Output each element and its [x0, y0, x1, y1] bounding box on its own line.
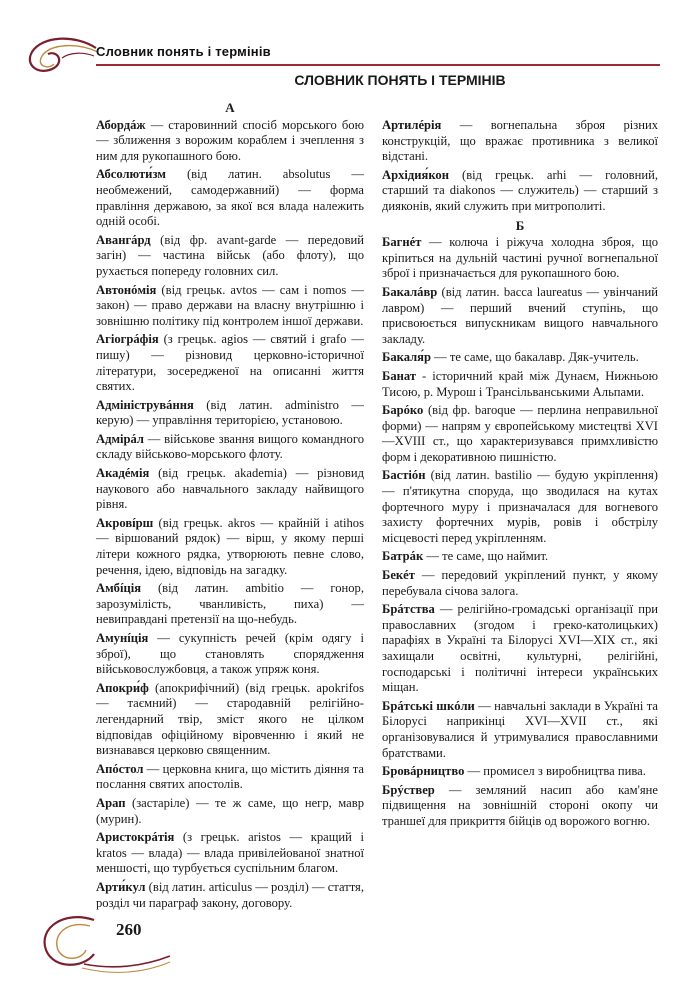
glossary-definition: (від грецьк. avtos — сам і nomos — закон) — право держави на власну внутрішню і зовнішню політику під контролем іншої держави.: [96, 282, 364, 328]
glossary-term: Адмірáл: [96, 431, 144, 446]
glossary-definition: (від грецьк. akademia) — різновид наукового або навчального закладу найвищого рівня.: [96, 466, 364, 512]
glossary-definition: — те саме, що наймит.: [423, 549, 549, 564]
glossary-entry: [382, 285, 658, 347]
glossary-term: Акадéмія: [96, 466, 150, 481]
glossary-definition: — сукупність речей (крім одягу і зброї), що становлять спорядження військовослужбовця, а також упряж коня.: [96, 631, 364, 677]
glossary-definition: (від латин. bacca laureatus — увінчаний лавром) — перший вчений ступінь, що присвоюється випускникам вищого навчального закладу.: [382, 284, 658, 346]
glossary-term: Банат: [382, 368, 417, 383]
header-ornament-icon: [14, 30, 104, 90]
glossary-term: Амунíція: [96, 631, 149, 645]
glossary-entry: [382, 403, 658, 465]
page-title: СЛОВНИК ПОНЯТЬ І ТЕРМІНІВ: [294, 72, 506, 88]
section-letter-b: Б: [515, 217, 525, 233]
glossary-entry: [382, 549, 658, 565]
glossary-definition: (від грецьк. akros — крайній і atihos — віршований рядок) — вірш, у якому перші літери кожного рядка, утворюють певне слово, речення, ідею, відповідь на загадку.: [96, 515, 364, 577]
glossary-term: Автонóмія: [96, 282, 157, 297]
footer-ornament-icon: [24, 900, 174, 980]
glossary-entry: [382, 168, 658, 215]
glossary-term: Барóко: [382, 403, 424, 418]
glossary-term: Бровáрництво: [382, 764, 465, 779]
glossary-entry: [96, 167, 364, 229]
glossary-definition: — військове звання вищого командного складу військово-морського флоту.: [96, 431, 364, 462]
glossary-definition: — промисел з виробництва пива.: [464, 764, 646, 779]
right-top-entry-list: [382, 118, 658, 215]
glossary-definition: (від латин. bastilio — будую укріплення) — п'ятикутна споруда, що зводилася на кутах фортечного муру і призначалася для вогневого захисту фортечних мурів, ровів і обстрілу місцевості перед укріпленням.: [382, 468, 658, 545]
glossary-definition: (від грецьк. arhi — головний, старший та diakonos — служитель) — старший з дияконів, який служить при митрополиті.: [382, 167, 658, 213]
glossary-entry: [96, 118, 364, 165]
glossary-term: Акровíрш: [96, 515, 154, 530]
glossary-definition: — старовинний спосіб морського бою — зближення з ворожим кораблем і зчеплення з ним для рукопашного бою.: [96, 117, 364, 163]
glossary-term: Арап: [96, 795, 126, 810]
glossary-entry: [96, 516, 364, 578]
glossary-entry: [96, 432, 364, 463]
glossary-entry: [382, 602, 658, 696]
glossary-term: Авангáрд: [96, 232, 151, 247]
glossary-definition: (від латин. articulus — розділ) — стаття, розділ чи параграф закону, договору.: [96, 879, 364, 910]
glossary-entry: [382, 764, 658, 780]
glossary-definition: (від фр. baroque — перлина неправильної форми) — напрям у європейському мистецтві XVI—XVIII ст., що характеризувався примхливістю форм і декоративною пишністю.: [382, 403, 658, 464]
glossary-definition: - історичний край між Дунаєм, Нижньою Тисою, р. Мурош і Трансільванськими Альпами.: [382, 368, 658, 399]
glossary-definition: (з грецьк. agios — святий і grafo — пишу) — різновид церковно-історичної літератури, зосередженої на описанні життя святих.: [96, 332, 364, 394]
glossary-term: Адмініструвáння: [96, 397, 194, 412]
header-rule: [96, 64, 660, 66]
glossary-term: Бастіóн: [382, 468, 426, 483]
glossary-term: Аристокрáтія: [96, 830, 175, 845]
glossary-entry: [382, 468, 658, 546]
glossary-term: Бекéт: [382, 568, 415, 583]
glossary-term: Амбíція: [96, 581, 142, 596]
left-column: [96, 98, 364, 914]
glossary-entry: [96, 581, 364, 628]
glossary-definition: — навчальні заклади в Україні та Білорусі наприкінці XVI—XVII ст., які організовувалися й утримувалися православними братствами.: [382, 698, 658, 760]
glossary-entry: [382, 568, 658, 599]
glossary-definition: (апокрифічний) (від грецьк. apokrifos — таємний) — стародавній релігійно-легендарний твір, зміст якого не цілком відповідав офіційному віровченню і який не визнавався церковю священним.: [96, 680, 364, 758]
glossary-definition: (від латин. administro — керую) — управління територією, установою.: [96, 397, 364, 428]
section-letter-a: А: [225, 100, 235, 115]
glossary-definition: — передовий укріплений пункт, у якому перебувала січова залога.: [382, 568, 658, 598]
glossary-term: Брýствер: [382, 782, 435, 797]
glossary-term: Апокри́ф: [96, 680, 149, 695]
glossary-definition: — земляний насип або кам'яне підвищення на зовнішній стороні окопу чи траншеї для прикриття бійців од ворожого вогню.: [382, 782, 658, 828]
glossary-term: Арти́кул: [96, 879, 146, 894]
glossary-entry: [96, 762, 364, 793]
right-column: [382, 118, 658, 833]
left-entry-list: [96, 118, 364, 912]
glossary-entry: [96, 466, 364, 513]
glossary-term: Абсолюти́зм: [96, 167, 166, 182]
glossary-entry: [96, 830, 364, 877]
glossary-term: Агіогрáфія: [96, 332, 159, 347]
glossary-entry: [382, 783, 658, 830]
glossary-entry: [96, 796, 364, 827]
glossary-definition: (з грецьк. aristos — кращий і kratos — влада) — влада привілейованої знатної меншості, що турбується суспільним благом.: [96, 830, 364, 876]
glossary-definition: — релігійно-громадські організації при православних (згодом і греко-католицьких) парафіях в Україні та Білорусі XVI—XIX ст., які захищали освітні, культурні, релігійні, господарські і політичні інтереси українських міщан.: [382, 602, 658, 695]
glossary-entry: [96, 283, 364, 330]
glossary-entry: [382, 118, 658, 165]
glossary-definition: — вогнепальна зброя різних конструкцій, що вражає противника з великої відстані.: [382, 118, 658, 164]
glossary-definition: (від латин. absolutus — необмежений, самодержавний) — форма правління державою, за якої вся влада належить одній особі.: [96, 167, 364, 229]
glossary-entry: [96, 681, 364, 759]
glossary-definition: — колюча і ріжуча холодна зброя, що кріпиться на дульній частині ручної вогнепальної зброї і призначається для рукопашного бою.: [382, 235, 658, 281]
glossary-definition: — те саме, що бакалавр. Дяк-учитель.: [430, 350, 639, 365]
glossary-entry: [96, 233, 364, 280]
glossary-definition: (від латин. ambitio — гонор, зарозумілість, чванливість, пиха) — невиправдані претензії на що-небудь.: [96, 581, 364, 627]
glossary-term: Артилéрія: [382, 118, 442, 132]
page-number: 260: [116, 920, 142, 939]
glossary-entry: [382, 369, 658, 400]
running-head: Словник понять і термінів: [96, 44, 271, 59]
glossary-entry: [382, 350, 658, 366]
glossary-term: Апóстол: [96, 761, 144, 776]
glossary-definition: — церковна книга, що містить діяння та послання святих апостолів.: [96, 761, 364, 792]
glossary-entry: [382, 699, 658, 761]
glossary-term: Багнéт: [382, 235, 422, 250]
glossary-entry: [96, 398, 364, 429]
glossary-term: Брáтські шкóли: [382, 698, 475, 713]
glossary-term: Бакалáвр: [382, 284, 438, 299]
glossary-entry: [382, 235, 658, 282]
glossary-term: Бакаля́р: [382, 350, 431, 365]
glossary-term: Архідия́кон: [382, 167, 449, 182]
glossary-term: Батрáк: [382, 549, 424, 564]
glossary-definition: (застаріле) — те ж саме, що негр, мавр (мурин).: [96, 795, 364, 826]
glossary-entry: [96, 332, 364, 394]
glossary-definition: (від фр. avant-garde — передовий загін) — частина військ (або флоту), що рухається попереду головних сил.: [96, 232, 364, 278]
right-entry-list: [382, 235, 658, 829]
glossary-term: Абордáж: [96, 117, 146, 132]
glossary-entry: [96, 631, 364, 678]
glossary-term: Брáтства: [382, 602, 435, 617]
